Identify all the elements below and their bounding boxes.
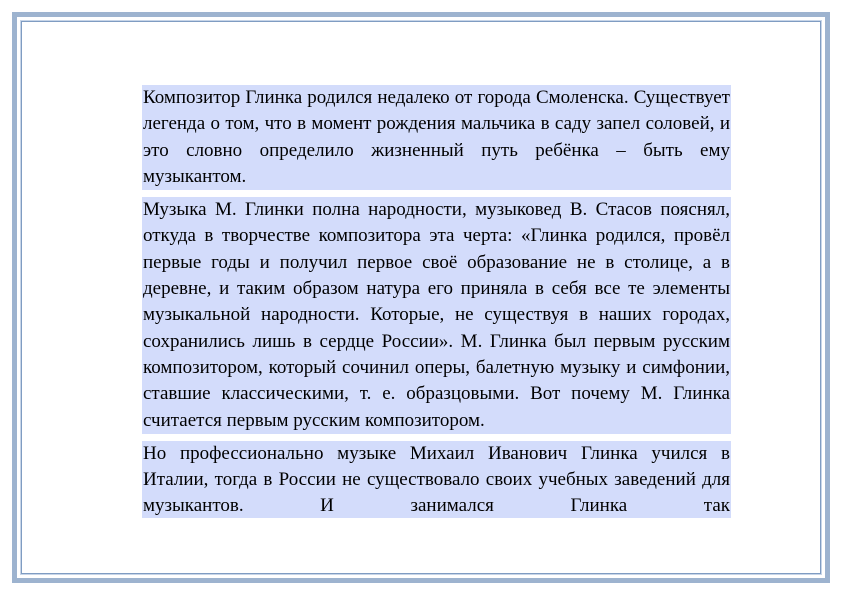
paragraph-folk-music: Музыка М. Глинки полна народности, музыковед В. Стасов пояснял, откуда в творчестве композитора эта черта: «Глинка родился, провёл первые годы и получил первое своё образование не в столице, а в деревне, и таким образом натура его приняла в себя все те элементы музыкальной народности. Которые, не существуя в наших городах, сохранились лишь в сердце России». М. Глинка был первым русским композитором, который сочинил оперы, балетную музыку и симфонии, ставшие классическими, т. е. образцовыми. Вот почему М. Глинка считается первым русским композитором. [142,197,731,434]
paragraph-birth-legend: Композитор Глинка родился недалеко от города Смоленска. Существует легенда о том, что в момент рождения мальчика в саду запел соловей, и это словно определило жизненный путь ребёнка – быть ему музыкантом. [142,85,731,190]
slide-text-block [142,85,731,525]
paragraph-education-italy: Но профессионально музыке Михаил Иванович Глинка учился в Италии, тогда в России не существовало своих учебных заведений для музыкантов. И занимался Глинка так [143,442,730,517]
